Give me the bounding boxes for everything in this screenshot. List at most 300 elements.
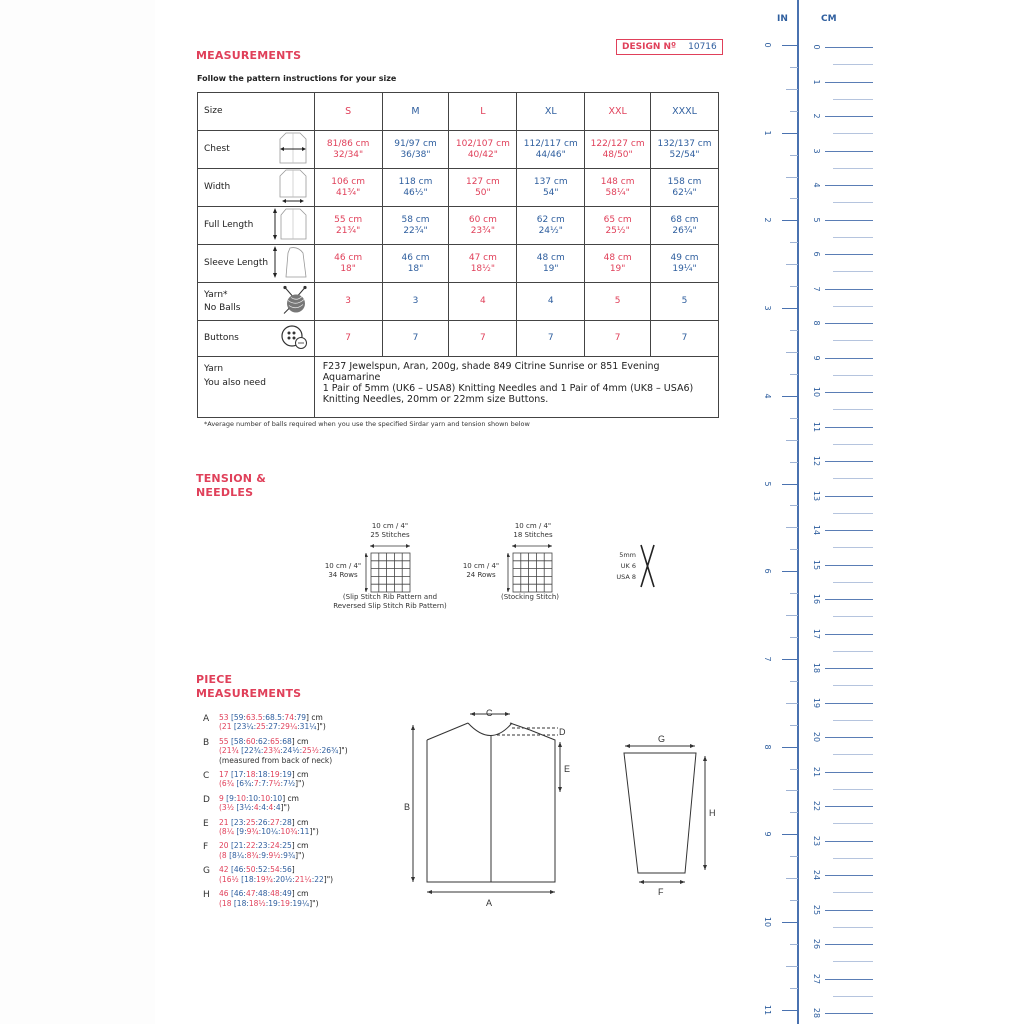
- inch-subtick: [790, 988, 798, 989]
- piece-item-f: [203, 841, 348, 860]
- row-label-text: Chest: [204, 144, 230, 154]
- inch-subtick: [786, 878, 798, 879]
- cm-tick: [825, 806, 873, 807]
- inch-subtick: [790, 505, 798, 506]
- inch-subtick: [790, 330, 798, 331]
- piece-measurement-list: [203, 713, 348, 913]
- cm-tick: [825, 944, 873, 945]
- diagram-label-h: H: [709, 808, 716, 818]
- cm-number: 24: [812, 869, 821, 881]
- cm-tick: [825, 185, 873, 186]
- design-label: DESIGN Nº: [622, 42, 677, 52]
- piece-item-e: [203, 818, 348, 837]
- piece-inch-line: (3½ [3½:4:4:4:4]"): [219, 803, 290, 813]
- measurement-cell: [314, 245, 382, 283]
- measurement-cell: [517, 245, 585, 283]
- inch-subtick: [790, 637, 798, 638]
- yarn-balls-row: [198, 283, 719, 321]
- cm-number: 1: [812, 78, 821, 85]
- inch-subtick: [790, 418, 798, 419]
- cm-tick: [825, 737, 873, 738]
- cm-value: 58 cm: [401, 214, 430, 225]
- piece-cm-line: 9 [9:10:10:10:10] cm: [219, 793, 299, 803]
- cm-value: 132/137 cm: [657, 138, 712, 149]
- piece-heading-line2: MEASUREMENTS: [196, 687, 302, 700]
- also-need-description: 1 Pair of 5mm (UK6 – USA8) Knitting Needles and 1 Pair of 4mm (UK8 – USA6) Knitting Needles, 20mm or 22mm size Buttons.: [322, 383, 694, 405]
- measurement-cell: [314, 169, 382, 207]
- inch-value: 19": [609, 263, 626, 274]
- measurement-row-chest: [198, 131, 719, 169]
- half-cm-tick: [833, 409, 873, 410]
- half-cm-tick: [833, 582, 873, 583]
- inch-subtick: [790, 681, 798, 682]
- cm-value: 112/117 cm: [523, 138, 578, 149]
- inch-subtick: [790, 155, 798, 156]
- half-cm-tick: [833, 892, 873, 893]
- ruler-inch-label: IN: [777, 14, 788, 24]
- garment-chest-icon: [278, 131, 308, 169]
- yarn-info-row: [198, 357, 719, 418]
- piece-measurements-heading: [196, 673, 301, 701]
- cm-number: 13: [812, 490, 821, 501]
- piece-note: (measured from back of neck): [219, 755, 333, 765]
- cm-tick: [825, 772, 873, 773]
- needle-sizes: [606, 550, 636, 583]
- cm-value: 65 cm: [603, 214, 632, 225]
- piece-letter: F: [203, 842, 209, 853]
- piece-letter: A: [203, 714, 210, 724]
- inch-subtick: [786, 790, 798, 791]
- inch-value: 44/46": [535, 149, 566, 160]
- size-header-l: L: [449, 93, 517, 131]
- cm-tick: [825, 565, 873, 566]
- cm-value: 158 cm: [667, 176, 702, 187]
- half-cm-tick: [833, 858, 873, 859]
- diagram-label-b: B: [404, 802, 411, 812]
- measurement-cell: [517, 207, 585, 245]
- cm-number: 6: [812, 251, 821, 257]
- piece-cm-line: 17 [17:18:18:19:19] cm: [219, 770, 309, 780]
- measurement-cell: [449, 245, 517, 283]
- yarn-balls-cell: 3: [382, 283, 449, 321]
- cm-tick: [825, 1013, 873, 1014]
- yarn-balls-cell: 4: [517, 283, 585, 321]
- piece-inch-line: (18 [18:18½:19:19:19¼]"): [219, 898, 319, 908]
- garment-width-icon: [278, 169, 308, 207]
- cm-number: 2: [812, 113, 821, 119]
- design-number-box: [616, 39, 723, 55]
- half-cm-tick: [833, 513, 873, 514]
- yarn-label-line2: No Balls: [204, 302, 241, 313]
- cm-value: 48 cm: [603, 252, 632, 263]
- inch-value: 23¾": [470, 225, 496, 236]
- cm-value: 106 cm: [331, 176, 366, 187]
- inch-value: 18": [340, 263, 356, 274]
- swatch2-grid-icon: [507, 543, 567, 595]
- footnote: *Average number of balls required when you use the specified Sirdar yarn and tension shown below: [204, 420, 530, 428]
- cm-value: 46 cm: [334, 252, 363, 263]
- inch-number: 11: [763, 1004, 772, 1015]
- inch-subtick: [790, 286, 798, 287]
- inch-value: 41¾": [335, 187, 361, 198]
- size-header-xxxl: XXXL: [651, 93, 719, 131]
- diagram-label-f: F: [658, 887, 664, 897]
- yarn-label-line1: Yarn*: [204, 289, 228, 300]
- inch-tick: [782, 659, 798, 660]
- cm-value: 47 cm: [468, 252, 497, 263]
- cm-number: 21: [812, 766, 821, 777]
- piece-inch-line: (8¼ [9:9¾:10¼:10¾:11]"): [219, 827, 319, 837]
- cm-tick: [825, 599, 873, 600]
- inch-tick: [782, 1010, 798, 1011]
- piece-letter: C: [203, 771, 210, 782]
- inch-subtick: [790, 812, 798, 813]
- button-icon: [280, 324, 308, 354]
- measurement-cell: [449, 207, 517, 245]
- cm-number: 10: [812, 386, 821, 398]
- piece-item-h: [203, 889, 348, 908]
- inch-subtick: [790, 944, 798, 945]
- measurement-cell: [651, 169, 719, 207]
- yarn-balls-cell: 3: [314, 283, 382, 321]
- buttons-cell: 7: [314, 321, 382, 357]
- measurement-row-full-length: [198, 207, 719, 245]
- inch-number: 2: [763, 217, 772, 223]
- buttons-cell: 7: [651, 321, 719, 357]
- needle-size-mm: 5mm: [619, 551, 636, 559]
- cm-value: 137 cm: [533, 176, 568, 187]
- cm-value: 68 cm: [670, 214, 699, 225]
- inch-value: 46½": [403, 187, 428, 198]
- inch-subtick: [786, 440, 798, 441]
- sleeve-piece-diagram: [615, 730, 725, 900]
- cm-tick: [825, 461, 873, 462]
- page-margin: [0, 0, 155, 1024]
- piece-inch-line: (8 [8¼:8¾:9:9½:9¾]"): [219, 850, 305, 860]
- piece-letter: D: [203, 794, 210, 805]
- half-cm-tick: [833, 133, 873, 134]
- half-cm-tick: [833, 823, 873, 824]
- measurement-cell: [517, 131, 585, 169]
- measurements-subtitle: Follow the pattern instructions for your size: [197, 74, 397, 83]
- cm-tick: [825, 289, 873, 290]
- inch-number: 4: [763, 393, 772, 399]
- inch-value: 26¾": [672, 225, 697, 236]
- inch-tick: [782, 834, 798, 835]
- half-cm-tick: [833, 375, 873, 376]
- inch-value: 22¾": [403, 225, 428, 236]
- inch-value: 48/50": [602, 149, 633, 160]
- cm-number: 0: [812, 44, 821, 50]
- measurement-cell: [517, 169, 585, 207]
- inch-number: 10: [763, 916, 772, 928]
- inch-subtick: [790, 725, 798, 726]
- half-cm-tick: [833, 685, 873, 686]
- inch-subtick: [786, 89, 798, 90]
- swatch1-stitches: 25 Stitches: [370, 531, 410, 539]
- tension-heading: [196, 472, 266, 500]
- half-cm-tick: [833, 99, 873, 100]
- cm-tick: [825, 910, 873, 911]
- cm-tick: [825, 496, 873, 497]
- measurement-cell: [449, 169, 517, 207]
- cm-tick: [825, 151, 873, 152]
- buttons-row: [198, 321, 719, 357]
- needle-size-uk: UK 6: [620, 562, 636, 570]
- inch-tick: [782, 484, 798, 485]
- cm-number: 17: [812, 628, 821, 639]
- measurement-row-width: [198, 169, 719, 207]
- measurement-cell: [585, 169, 651, 207]
- half-cm-tick: [833, 478, 873, 479]
- piece-letter: B: [203, 737, 210, 748]
- swatch2-height: 10 cm / 4": [462, 562, 500, 570]
- inch-subtick: [790, 769, 798, 770]
- measurement-cell: [382, 207, 449, 245]
- inch-value: 40/42": [467, 149, 498, 160]
- swatch1-caption: [320, 593, 460, 611]
- inch-value: 18½": [470, 263, 496, 274]
- cm-value: 148 cm: [600, 176, 635, 187]
- buttons-label: [198, 321, 315, 357]
- row-label: [198, 207, 315, 245]
- size-header-s: S: [314, 93, 382, 131]
- cm-tick: [825, 82, 873, 83]
- inch-subtick: [786, 615, 798, 616]
- inch-value: 52/54": [669, 149, 700, 160]
- buttons-cell: 7: [517, 321, 585, 357]
- cm-value: 118 cm: [398, 176, 433, 187]
- inch-subtick: [790, 198, 798, 199]
- swatch2-width: 10 cm / 4": [514, 522, 552, 530]
- measurement-cell: [314, 207, 382, 245]
- inch-value: 36/38": [400, 149, 431, 160]
- half-cm-tick: [833, 789, 873, 790]
- inch-subtick: [786, 264, 798, 265]
- swatch2-rows: 24 Rows: [466, 571, 496, 579]
- inch-subtick: [786, 527, 798, 528]
- inch-number: 9: [763, 831, 772, 837]
- cm-number: 20: [812, 731, 821, 743]
- cm-number: 22: [812, 800, 821, 812]
- cm-tick: [825, 668, 873, 669]
- piece-letter: G: [203, 866, 210, 877]
- inch-subtick: [786, 966, 798, 967]
- row-label: [198, 169, 315, 207]
- inch-subtick: [786, 352, 798, 353]
- half-cm-tick: [833, 651, 873, 652]
- inch-subtick: [786, 703, 798, 704]
- piece-cm-line: 42 [46:50:52:54:56]: [219, 865, 295, 875]
- measurement-cell: [382, 131, 449, 169]
- cm-number: 28: [812, 1007, 821, 1019]
- size-header-xxl: XXL: [585, 93, 651, 131]
- size-header-m: M: [382, 93, 449, 131]
- measurement-cell: [585, 207, 651, 245]
- inch-value: 19¼": [672, 263, 697, 274]
- cm-number: 5: [812, 216, 821, 223]
- diagram-label-e: E: [564, 764, 571, 774]
- diagram-label-c: C: [486, 708, 493, 718]
- design-number: 10716: [688, 42, 717, 52]
- cm-value: 102/107 cm: [455, 138, 510, 149]
- inch-value: 25½": [605, 225, 630, 236]
- half-cm-tick: [833, 961, 873, 962]
- cm-number: 11: [812, 421, 821, 432]
- yarn-info-text: [314, 357, 718, 418]
- cm-number: 4: [812, 182, 821, 188]
- piece-item-a: [203, 713, 348, 732]
- cm-number: 27: [812, 973, 821, 984]
- inch-subtick: [790, 549, 798, 550]
- cm-number: 26: [812, 938, 821, 950]
- piece-item-g: [203, 865, 348, 884]
- row-label-text: Full Length: [204, 220, 254, 230]
- swatch1-height-label: [318, 562, 368, 580]
- half-cm-tick: [833, 754, 873, 755]
- measurement-cell: [651, 207, 719, 245]
- swatch1-width: 10 cm / 4": [371, 522, 409, 530]
- swatch1-rows: 34 Rows: [328, 571, 358, 579]
- inch-tick: [782, 571, 798, 572]
- cm-value: 81/86 cm: [326, 138, 370, 149]
- measurement-row-sleeve-length: [198, 245, 719, 283]
- garment-length-icon: [272, 207, 308, 245]
- cm-number: 18: [812, 662, 821, 674]
- inch-subtick: [790, 593, 798, 594]
- row-label: [198, 245, 315, 283]
- yarn-balls-cell: 4: [449, 283, 517, 321]
- inch-subtick: [790, 374, 798, 375]
- diagram-label-d: D: [559, 727, 566, 737]
- cm-tick: [825, 358, 873, 359]
- piece-letter: H: [203, 890, 210, 901]
- swatch2-height-label: [456, 562, 506, 580]
- inch-number: 7: [763, 656, 772, 662]
- half-cm-tick: [833, 547, 873, 548]
- cm-value: 46 cm: [401, 252, 430, 263]
- measurement-cell: [382, 245, 449, 283]
- half-cm-tick: [833, 202, 873, 203]
- cm-number: 25: [812, 904, 821, 915]
- piece-cm-line: 46 [46:47:48:48:49] cm: [219, 889, 309, 899]
- inch-value: 54": [542, 187, 559, 198]
- buttons-cell: 7: [585, 321, 651, 357]
- half-cm-tick: [833, 444, 873, 445]
- cm-number: 19: [812, 697, 821, 708]
- cm-tick: [825, 323, 873, 324]
- piece-inch-line: (6¾ [6¾:7:7:7½:7½]"): [219, 779, 305, 789]
- inch-number: 1: [763, 130, 772, 136]
- measurement-cell: [382, 169, 449, 207]
- measurement-cell: [651, 131, 719, 169]
- cm-value: 55 cm: [334, 214, 363, 225]
- ruler-cm-label: CM: [821, 14, 837, 24]
- inch-value: 32/34": [333, 149, 364, 160]
- inch-subtick: [790, 856, 798, 857]
- piece-cm-line: 21 [23:25:26:27:28] cm: [219, 817, 309, 827]
- cm-number: 12: [812, 455, 821, 467]
- swatch1-width-label: [360, 522, 420, 540]
- cm-tick: [825, 875, 873, 876]
- measurements-heading: MEASUREMENTS: [196, 49, 302, 62]
- inch-subtick: [790, 242, 798, 243]
- size-label: Size: [198, 93, 315, 131]
- inch-value: 19": [542, 263, 559, 274]
- inch-number: 6: [763, 568, 772, 574]
- yarn-balls-cell: 5: [651, 283, 719, 321]
- yarn-info-label: [198, 357, 315, 418]
- knitting-needles-icon: [638, 543, 658, 589]
- cm-tick: [825, 392, 873, 393]
- half-cm-tick: [833, 237, 873, 238]
- yarn-balls-cell: 5: [585, 283, 651, 321]
- cm-tick: [825, 427, 873, 428]
- cm-number: 9: [812, 354, 821, 361]
- ruler-line: [797, 0, 799, 1024]
- yarn-ball-icon: [282, 284, 308, 319]
- inch-value: 50": [475, 187, 491, 198]
- piece-inch-line: (16½ [18:19¾:20½:21¼:22]"): [219, 874, 334, 884]
- piece-item-c: [203, 770, 348, 789]
- row-label-text: Sleeve Length: [204, 258, 269, 268]
- inch-value: 18": [407, 263, 424, 274]
- cm-value: 49 cm: [670, 252, 699, 263]
- half-cm-tick: [833, 996, 873, 997]
- size-header-xl: XL: [517, 93, 585, 131]
- half-cm-tick: [833, 340, 873, 341]
- half-cm-tick: [833, 927, 873, 928]
- cm-number: 23: [812, 835, 821, 846]
- diagram-label-a: A: [486, 898, 493, 908]
- cm-tick: [825, 116, 873, 117]
- inch-subtick: [790, 111, 798, 112]
- swatch2-stitches: 18 Stitches: [513, 531, 553, 539]
- half-cm-tick: [833, 720, 873, 721]
- swatch2-width-label: [503, 522, 563, 540]
- row-label: [198, 131, 315, 169]
- diagram-label-g: G: [658, 734, 666, 744]
- piece-cm-line: 53 [59:63.5:68.5:74:79] cm: [219, 713, 323, 722]
- inch-number: 5: [763, 480, 772, 487]
- inch-tick: [782, 308, 798, 309]
- cm-tick: [825, 220, 873, 221]
- size-row: [198, 93, 719, 131]
- inch-tick: [782, 133, 798, 134]
- piece-letter: E: [203, 818, 209, 829]
- inch-tick: [782, 747, 798, 748]
- cm-tick: [825, 634, 873, 635]
- cm-number: 8: [812, 320, 821, 326]
- inch-tick: [782, 220, 798, 221]
- tension-heading-line1: TENSION &: [196, 472, 267, 485]
- inch-tick: [782, 45, 798, 46]
- inch-value: 21¾": [335, 225, 361, 236]
- inch-subtick: [790, 67, 798, 68]
- half-cm-tick: [833, 64, 873, 65]
- inch-subtick: [790, 462, 798, 463]
- measurement-cell: [585, 131, 651, 169]
- inch-tick: [782, 922, 798, 923]
- cm-number: 16: [812, 593, 821, 605]
- also-need-label: You also need: [204, 378, 266, 388]
- cm-number: 7: [812, 285, 821, 292]
- piece-inch-line: (21¾ [22¾:23¾:24½:25½:26¾]"): [219, 746, 348, 756]
- piece-cm-line: 55 [58:60:62:65:68] cm: [219, 736, 309, 746]
- swatch1-grid-icon: [365, 543, 425, 595]
- cm-number: 15: [812, 559, 821, 570]
- measurement-cell: [651, 245, 719, 283]
